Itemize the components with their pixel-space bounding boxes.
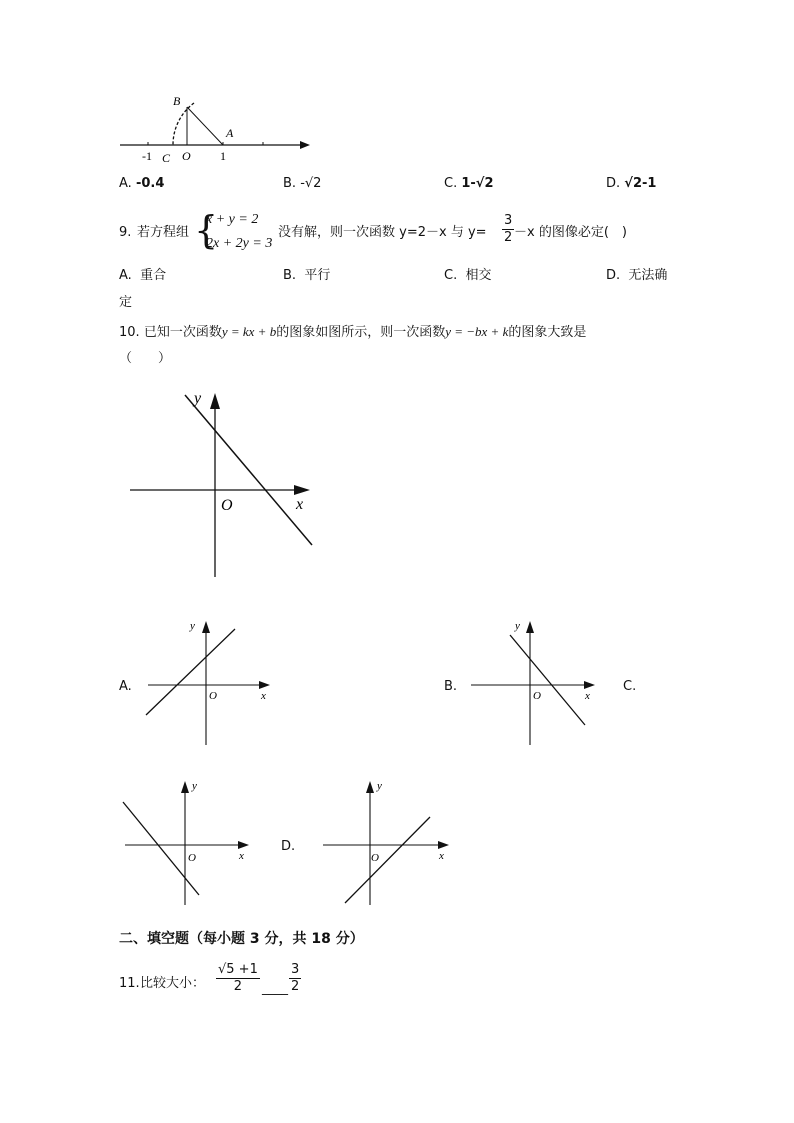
q8-option-a	[119, 175, 164, 193]
point-c-label: C	[162, 151, 171, 165]
option-a-label: A.	[119, 679, 132, 694]
main-graph-y-label: y	[194, 390, 202, 407]
option-d-graph	[315, 775, 455, 910]
option-letter: A.	[119, 268, 132, 283]
option-text: 平行	[304, 268, 331, 283]
question-9-number: 9.	[119, 225, 132, 240]
axis-y-label: y	[192, 780, 197, 792]
number-line-figure	[110, 90, 320, 170]
question-9-middle: 没有解，则一次函数 y=2－x 与 y=	[278, 225, 487, 240]
question-11-text: 比较大小：	[140, 976, 206, 991]
axis-x-label: x	[261, 690, 266, 702]
option-text: 无法确	[628, 268, 668, 283]
stem-text: 的图象大致是	[508, 325, 587, 340]
system-brace: {	[194, 208, 219, 252]
option-value: -√2	[300, 176, 322, 191]
option-letter: C.	[444, 176, 458, 191]
option-b-label: B.	[444, 679, 458, 694]
question-9-prefix: 若方程组	[137, 225, 190, 240]
origin-label: O	[182, 149, 191, 163]
question-11-fraction-2	[287, 962, 303, 995]
option-c-graph	[115, 775, 255, 910]
fraction-denominator: 2	[291, 979, 300, 994]
main-graph-x-label: x	[296, 496, 304, 513]
option-letter: B.	[283, 268, 297, 283]
q9-option-b	[283, 267, 330, 285]
option-c-label: C.	[623, 679, 637, 694]
stem-text: 已知一次函数	[143, 325, 222, 340]
answer-blank[interactable]: ____	[262, 981, 288, 996]
option-value: √2-1	[624, 176, 657, 191]
q8-option-c	[444, 175, 494, 193]
function-2: y = −bx + k	[445, 324, 509, 339]
axis-x-label: x	[239, 850, 244, 862]
q9-option-c	[444, 267, 492, 285]
question-10-number: 10.	[119, 325, 140, 340]
axis-origin-label: O	[533, 690, 541, 702]
answer-paren: （ ）	[119, 351, 172, 366]
question-10-stem	[119, 323, 586, 342]
q8-option-d	[606, 175, 656, 193]
option-value: 1-√2	[461, 176, 494, 191]
option-value: -0.4	[135, 176, 165, 191]
axis-origin-label: O	[371, 852, 379, 864]
q9-option-d	[606, 267, 667, 285]
system-equation-1: x + y = 2	[206, 212, 259, 227]
section-2-heading: 二、填空题（每小题 3 分，共 18 分）	[119, 931, 364, 947]
main-graph-origin-label: O	[221, 497, 233, 514]
axis-x-label: x	[439, 850, 444, 862]
q8-option-b	[283, 175, 321, 193]
question-11-fraction-1	[214, 962, 262, 995]
option-letter: B.	[283, 176, 297, 191]
option-b-graph	[465, 615, 605, 750]
q9-option-d-wrap: 定	[119, 295, 133, 310]
option-letter: A.	[119, 176, 132, 191]
option-d-label: D.	[281, 839, 296, 854]
option-text: 相交	[465, 268, 492, 283]
option-text: 重合	[140, 268, 167, 283]
point-b-label: B	[173, 94, 181, 108]
fraction-numerator: 3	[504, 213, 513, 228]
question-11-number: 11.	[119, 976, 140, 991]
function-1: y = kx + b	[221, 324, 277, 339]
option-letter: D.	[606, 176, 621, 191]
main-graph	[120, 385, 320, 580]
axis-origin-label: O	[209, 690, 217, 702]
axis-y-label: y	[377, 780, 382, 792]
system-equation-2: 2x + 2y = 3	[206, 236, 273, 251]
option-letter: D.	[606, 268, 621, 283]
option-a-graph	[140, 615, 280, 750]
axis-y-label: y	[190, 620, 195, 632]
option-letter: C.	[444, 268, 458, 283]
tick-label-one: 1	[220, 149, 226, 163]
q9-option-a	[119, 267, 166, 285]
tick-label-neg-one: -1	[142, 149, 152, 163]
axis-origin-label: O	[188, 852, 196, 864]
question-9-suffix: －x 的图像必定( )	[514, 225, 627, 240]
fraction-numerator: √5 +1	[218, 962, 258, 977]
point-a-label: A	[226, 126, 234, 140]
fraction-numerator: 3	[291, 962, 300, 977]
fraction-denominator: 2	[233, 979, 243, 994]
stem-text: 的图象如图所示，则一次函数	[276, 325, 446, 340]
fraction-denominator: 2	[504, 230, 513, 245]
axis-x-label: x	[585, 690, 590, 702]
axis-y-label: y	[515, 620, 520, 632]
